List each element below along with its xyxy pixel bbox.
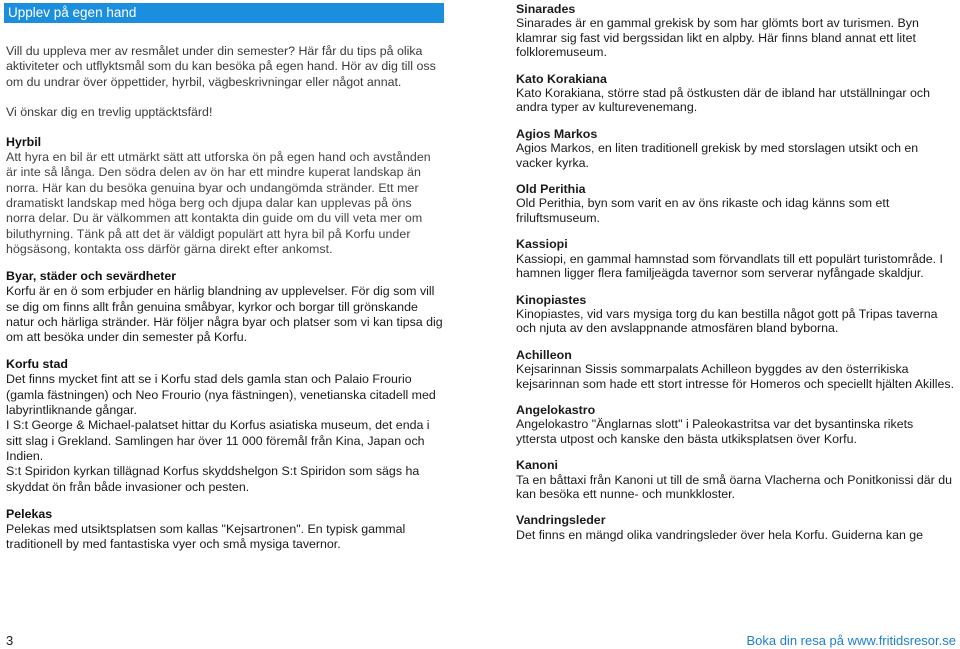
- destination-entry: [516, 293, 956, 336]
- destination-description: Kassiopi, en gammal hamnstad som förvandlats till ett populärt turistområde. I hamnen ligger flera familjeägda tavernor som serverar nyfångade skaldjur.: [516, 251, 943, 281]
- destination-description: Old Perithia, byn som varit en av öns rikaste och idag känns som ett friluftsmuseum.: [516, 196, 890, 225]
- destination-title: Kinopiastes: [516, 292, 587, 307]
- section-title: Hyrbil: [6, 135, 42, 150]
- left-column: [4, 3, 444, 564]
- destination-title: Kato Korakiana: [516, 71, 607, 86]
- destination-title: Vandringsleder: [516, 513, 606, 528]
- body-paragraph: S:t Spiridon kyrkan tillägnad Korfus skyddshelgon S:t Spiridon som sägs ha skyddat ön från både invasioner och pesten.: [6, 464, 420, 494]
- destination-title: Old Perithia: [516, 182, 586, 197]
- destination-entry: [516, 182, 956, 225]
- destination-title: Angelokastro: [516, 402, 596, 417]
- section-pelekas: [4, 507, 444, 553]
- destination-entry: [516, 2, 956, 60]
- section-title: Pelekas: [6, 506, 53, 521]
- section-body: [6, 522, 444, 553]
- right-sections: [516, 2, 956, 542]
- destination-description: Kato Korakiana, större stad på östkusten där de ibland har utställningar och andra typer av kulturevenemang.: [516, 86, 930, 115]
- destination-entry: [516, 348, 956, 391]
- destination-description: Det finns en mängd olika vandringsleder över hela Korfu. Guiderna kan ge: [516, 527, 924, 542]
- destination-description: Sinarades är en gammal grekisk by som har glömts bort av turismen. Byn klamrar sig fast vid bergssidan likt en alpby. Här finns bland annat ett litet folkloremuseum.: [516, 16, 919, 60]
- intro-greeting: Vi önskar dig en trevlig upptäcktsfärd!: [6, 104, 213, 119]
- destination-entry: [516, 72, 956, 115]
- section-header: Upplev på egen hand: [4, 3, 444, 23]
- page-number: 3: [6, 633, 14, 648]
- destination-entry: [516, 458, 956, 501]
- section-hyrbil: [4, 135, 444, 257]
- destination-entry: [516, 513, 956, 542]
- section-title: Korfu stad: [6, 357, 68, 372]
- body-paragraph: I S:t George & Michael-palatset hittar du Korfus asiatiska museum, det enda i sitt slag i Grekland. Samlingen har över 11 000 föremål från Kina, Japan och Indien.: [6, 418, 430, 463]
- destination-title: Achilleon: [516, 347, 572, 362]
- destination-entry: [516, 127, 956, 170]
- body-paragraph: Att hyra en bil är ett utmärkt sätt att utforska ön på egen hand och avstånden är inte så långa. Den södra delen av ön har ett mindre kuperat landskap än norra. Här kan du besöka genuina byar och undangömda stränder. Ett mer dramatiskt landskap med höga berg och djupa dalar kan upplevas på öns norra delar. Du är välkommen att kontakta din guide om du vill veta mer om biluthyrning. Tänk på att det är väldigt populärt att hyra bil på Korfu under högsäsong, kontakta oss därför gärna direkt efter ankomst.: [6, 150, 431, 256]
- destination-entry: [516, 403, 956, 446]
- destination-description: Ta en båttaxi från Kanoni ut till de små öarna Vlacherna och Ponitkonissi där du kan besöka ett nunne- och munkkloster.: [516, 472, 952, 501]
- body-paragraph: Det finns mycket fint att se i Korfu stad dels gamla stan och Palaio Frourio (gamla fästningen) och Neo Frourio (nya fästningen), venetianska citadell med labyrintliknande gångar.: [6, 372, 436, 418]
- section-body: [6, 372, 444, 494]
- body-paragraph: Pelekas med utsiktsplatsen som kallas "Kejsartronen". En typisk gammal traditionell by med fantastiska vyer och små mysiga tavernor.: [6, 521, 406, 552]
- section-byar-städer-och-sevärdheter: [4, 269, 444, 345]
- body-paragraph: Korfu är en ö som erbjuder en härlig blandning av upplevelser. För dig som vill se dig om finns allt från genuina småbyar, kyrkor och borgar till grönskande natur och härliga stränder. Här följer några byar och platser som vi kan tipsa dig om att besöka under din semester på Korfu.: [6, 284, 443, 345]
- section-body: [6, 284, 444, 345]
- booking-link[interactable]: Boka din resa på www.fritidsresor.se: [746, 633, 956, 648]
- destination-title: Kanoni: [516, 458, 558, 473]
- section-title: Byar, städer och sevärdheter: [6, 269, 177, 284]
- destination-title: Agios Markos: [516, 126, 598, 141]
- destination-description: Angelokastro "Änglarnas slott" i Paleokastritsa var det bysantinska rikets yttersta utpost och kanske den bästa utkiksplatsen över Korfu.: [516, 417, 914, 446]
- right-column: [516, 2, 956, 554]
- destination-description: Kinopiastes, vid vars mysiga torg du kan bestilla något gott på Tripas taverna och njuta av den avslappnande atmosfären bland byborna.: [516, 306, 938, 336]
- left-sections: [4, 135, 444, 552]
- destination-description: Kejsarinnan Sissis sommarpalats Achilleon byggdes av den österrikiska kejsarinnan som hade ett stort intresse för Homeros och speciellt hjälten Akilles.: [516, 362, 955, 391]
- intro-paragraph: Vill du uppleva mer av resmålet under din semester? Här får du tips på olika aktiviteter och utflyktsmål som du kan besöka på egen hand. Hör av dig till oss om du undrar över öppettider, hyrbil, vägbeskrivningar eller något annat.: [6, 44, 436, 89]
- section-body: [6, 150, 444, 257]
- destination-title: Kassiopi: [516, 237, 568, 252]
- destination-description: Agios Markos, en liten traditionell grekisk by med storslagen utsikt och en vacker kyrka.: [516, 141, 919, 170]
- destination-title: Sinarades: [516, 2, 576, 16]
- destination-entry: [516, 237, 956, 280]
- section-korfu-stad: [4, 357, 444, 494]
